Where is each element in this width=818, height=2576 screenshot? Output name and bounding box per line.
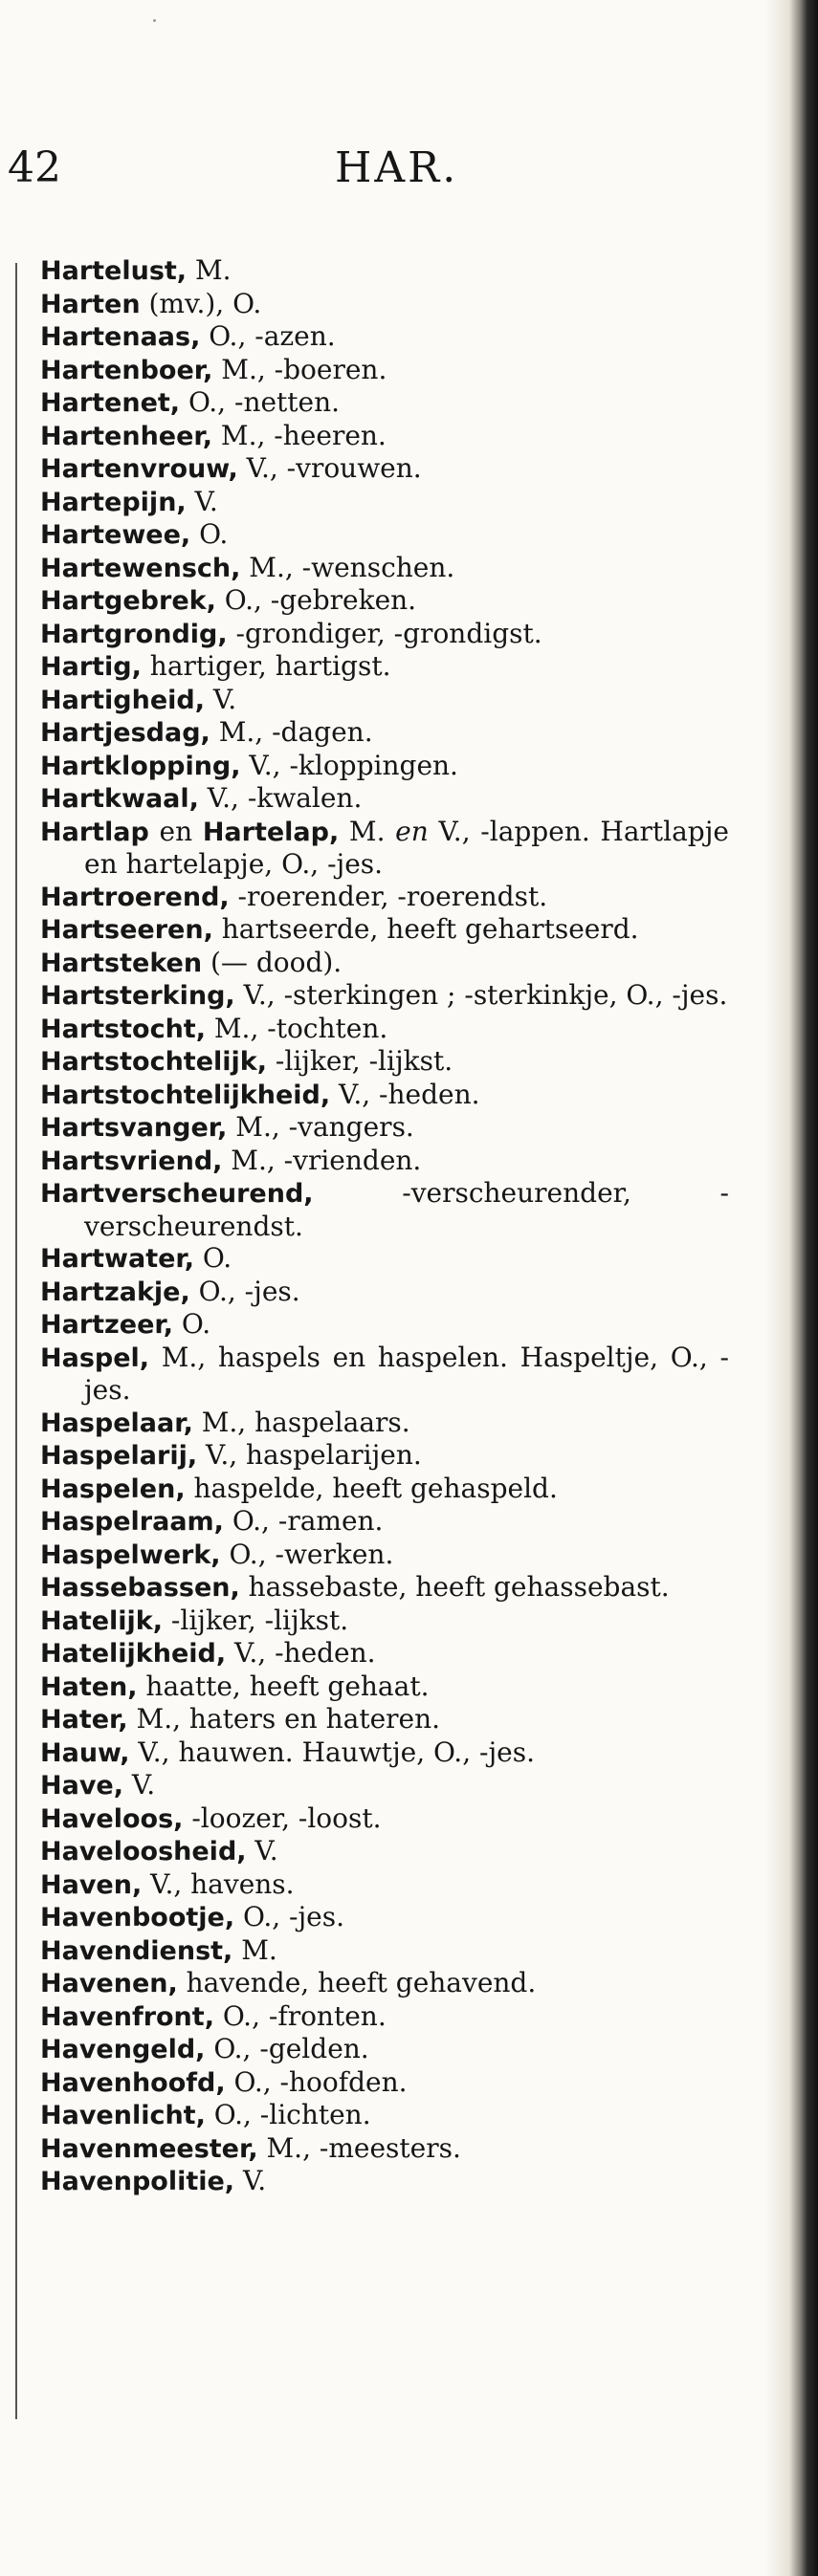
page-number: 42 bbox=[8, 143, 61, 192]
dictionary-entry bbox=[40, 1670, 729, 1704]
dictionary-entry bbox=[40, 2000, 729, 2034]
entry-definition: O., -azen. bbox=[200, 320, 336, 352]
entry-definition: V., -kloppingen. bbox=[240, 749, 458, 781]
dictionary-entry bbox=[40, 816, 729, 881]
entry-definition: V. bbox=[186, 485, 218, 517]
entry-headword: Haveloosheid, bbox=[40, 1837, 247, 1867]
entry-definition: -lijker, -lijkst. bbox=[267, 1045, 453, 1077]
entry-headword: Hartepijn, bbox=[40, 487, 187, 517]
entry-definition: O., -lichten. bbox=[205, 2099, 371, 2130]
entry-definition: V., havens. bbox=[142, 1867, 295, 1900]
entry-definition: V. bbox=[234, 2165, 267, 2196]
dictionary-entry bbox=[40, 1407, 729, 1440]
entry-headword: Hartewensch, bbox=[40, 553, 241, 583]
dictionary-entry bbox=[40, 618, 729, 651]
dictionary-entry bbox=[40, 1111, 729, 1145]
entry-headword: Havenbootje, bbox=[40, 1903, 235, 1932]
dictionary-entry bbox=[40, 1177, 729, 1242]
entry-definition: V. bbox=[246, 1835, 278, 1867]
entry-headword: Hartewee, bbox=[40, 520, 191, 550]
entry-headword: Hartzeer, bbox=[40, 1310, 173, 1340]
entry-definition: V., hauwen. Hauwtje, O., -jes. bbox=[129, 1736, 535, 1768]
entry-definition: M., -vrienden. bbox=[222, 1144, 422, 1176]
page-header bbox=[0, 143, 765, 201]
entry-headword: Hartgrondig, bbox=[40, 619, 228, 649]
entry-definition: M. bbox=[339, 815, 396, 847]
entry-headword: Havenlicht, bbox=[40, 2101, 206, 2130]
dictionary-entry bbox=[40, 1802, 729, 1836]
entry-definition: V. bbox=[123, 1769, 156, 1801]
entry-headword: Hartwater, bbox=[40, 1244, 195, 1274]
entry-definition: -verscheurender, -verscheurendst. bbox=[84, 1177, 729, 1242]
entry-definition: O., -hoofden. bbox=[225, 2065, 408, 2098]
entry-definition: V., -sterkingen ; -sterkinkje, O., -jes. bbox=[234, 979, 728, 1011]
entry-headword: Hartverscheurend, bbox=[40, 1179, 314, 1209]
dictionary-entry bbox=[40, 1901, 729, 1934]
entry-headword: Hatelijkheid, bbox=[40, 1639, 227, 1669]
dictionary-entry bbox=[40, 1308, 729, 1342]
entry-definition: M., -meesters. bbox=[257, 2131, 461, 2164]
paper-speck bbox=[153, 19, 156, 22]
dictionary-entry bbox=[40, 979, 729, 1013]
dictionary-entry bbox=[40, 1934, 729, 1968]
entry-headword: Hartig, bbox=[40, 652, 142, 682]
entry-headword: Harten bbox=[40, 289, 141, 319]
dictionary-entry bbox=[40, 684, 729, 717]
entry-headword: Hauw, bbox=[40, 1737, 130, 1768]
entry-headword: Hartkwaal, bbox=[40, 784, 199, 814]
dictionary-entry bbox=[40, 1539, 729, 1572]
entry-definition: hartiger, hartigst. bbox=[141, 650, 391, 682]
entry-headword: Havenhoofd, bbox=[40, 2067, 226, 2098]
entry-definition: V., -vrouwen. bbox=[237, 452, 422, 484]
entry-headword: Hartjesdag, bbox=[40, 718, 210, 748]
entry-definition: -roerender, -roerendst. bbox=[229, 880, 548, 912]
entry-definition: O. bbox=[194, 1242, 232, 1274]
entry-definition: O., -netten. bbox=[180, 386, 341, 418]
entry-headword: Hartsvriend, bbox=[40, 1146, 223, 1176]
column-rule bbox=[15, 263, 17, 2419]
entry-definition: O., -werken. bbox=[220, 1538, 394, 1570]
dictionary-entry bbox=[40, 2165, 729, 2198]
dictionary-entry bbox=[40, 2033, 729, 2066]
entry-italic-conjunction: en bbox=[395, 815, 429, 847]
entry-headword: Hartenvrouw, bbox=[40, 454, 238, 484]
entry-headword: Hartlap bbox=[40, 817, 149, 847]
dictionary-entry bbox=[40, 1835, 729, 1868]
dictionary-entry bbox=[40, 1342, 729, 1407]
dictionary-entry bbox=[40, 288, 729, 321]
dictionary-entry bbox=[40, 1013, 729, 1046]
dictionary-entry bbox=[40, 716, 729, 750]
dictionary-entry bbox=[40, 584, 729, 618]
dictionary-entry bbox=[40, 1439, 729, 1473]
entry-definition: V., -heden. bbox=[330, 1078, 480, 1110]
dictionary-entry bbox=[40, 650, 729, 684]
entry-headword: Haspelen, bbox=[40, 1474, 186, 1504]
entry-definition: O., -fronten. bbox=[213, 1999, 387, 2032]
dictionary-entry bbox=[40, 386, 729, 420]
dictionary-entry bbox=[40, 518, 729, 552]
entry-definition: O., -jes. bbox=[234, 1901, 345, 1932]
entry-headword: Hartzakje, bbox=[40, 1277, 190, 1307]
entry-definition: O. bbox=[190, 518, 229, 550]
entry-headword: Hartseeren, bbox=[40, 915, 213, 945]
entry-headword: Hartenaas, bbox=[40, 322, 201, 352]
entry-definition: (mv.), O. bbox=[140, 287, 262, 319]
dictionary-entry bbox=[40, 1242, 729, 1276]
entry-definition: M., haters en hateren. bbox=[127, 1703, 441, 1735]
dictionary-entry bbox=[40, 552, 729, 585]
entry-definition: M., -dagen. bbox=[210, 716, 373, 748]
entry-definition: (— dood). bbox=[202, 946, 343, 978]
entry-definition: O. bbox=[172, 1308, 211, 1340]
dictionary-entry bbox=[40, 320, 729, 354]
dictionary-entry bbox=[40, 452, 729, 486]
dictionary-entry bbox=[40, 1769, 729, 1802]
entry-definition-continued: V., -lappen. Hartlapje en hartelapje, O., -jes. bbox=[84, 815, 729, 880]
entry-headword: Hater, bbox=[40, 1705, 128, 1735]
dictionary-entry bbox=[40, 2099, 729, 2132]
entry-definition: havende, heeft gehavend. bbox=[177, 1967, 537, 1998]
dictionary-entry bbox=[40, 1868, 729, 1902]
dictionary-entry bbox=[40, 2132, 729, 2166]
entry-definition: M., -boeren. bbox=[212, 353, 387, 385]
entry-headword: Hartgebrek, bbox=[40, 586, 216, 616]
entry-definition: V. bbox=[205, 683, 237, 715]
entry-definition: -grondiger, -grondigst. bbox=[227, 617, 542, 649]
dictionary-entry bbox=[40, 486, 729, 519]
entry-definition: hartseerde, heeft gehartseerd. bbox=[212, 913, 639, 945]
entry-headword: Hartsteken bbox=[40, 948, 203, 978]
entry-definition: O., -gelden. bbox=[205, 2033, 369, 2064]
dictionary-entry bbox=[40, 1571, 729, 1605]
entry-headword: Hassebassen, bbox=[40, 1573, 240, 1603]
entry-definition: haspelde, heeft gehaspeld. bbox=[185, 1472, 558, 1504]
dictionary-entry bbox=[40, 947, 729, 980]
dictionary-entry bbox=[40, 782, 729, 816]
dictionary-entry bbox=[40, 420, 729, 453]
dictionary-entry bbox=[40, 1637, 729, 1670]
entry-headword: Haspelwerk, bbox=[40, 1539, 221, 1570]
entry-definition: V., haspelarijen. bbox=[197, 1439, 422, 1471]
entry-headword: Haven, bbox=[40, 1869, 143, 1900]
entry-definition: M., -heeren. bbox=[212, 419, 387, 451]
entry-definition: M., haspels en haspelen. Haspeltje, O., -jes. bbox=[84, 1341, 729, 1406]
entry-headword: Hartenheer, bbox=[40, 421, 213, 451]
entry-headword: Hartelust, bbox=[40, 256, 188, 286]
entry-headword: Hartenet, bbox=[40, 388, 181, 418]
entry-headword: Havenen, bbox=[40, 1969, 178, 1998]
entry-headword: Haspelraam, bbox=[40, 1507, 224, 1537]
entry-definition: haatte, heeft gehaat. bbox=[137, 1670, 430, 1702]
running-head: HAR. bbox=[335, 143, 459, 192]
entry-headword: Hartstochtelijkheid, bbox=[40, 1080, 331, 1110]
dictionary-entry bbox=[40, 1736, 729, 1770]
entry-headword: Have, bbox=[40, 1771, 123, 1801]
dictionary-entry bbox=[40, 1145, 729, 1178]
entry-headword: Haten, bbox=[40, 1671, 138, 1702]
entry-headword: Havenmeester, bbox=[40, 2133, 258, 2164]
entry-headword: Havenpolitie, bbox=[40, 2167, 235, 2196]
entry-definition: -lijker, -lijkst. bbox=[163, 1604, 349, 1636]
entry-headword: Hartstochtelijk, bbox=[40, 1047, 267, 1077]
entry-definition: O., -ramen. bbox=[223, 1505, 384, 1537]
entry-headword: Haspelaar, bbox=[40, 1408, 193, 1438]
entry-definition: O., -gebreken. bbox=[215, 584, 417, 616]
entry-headword: Haspel, bbox=[40, 1343, 150, 1373]
dictionary-entry bbox=[40, 750, 729, 783]
dictionary-entry bbox=[40, 1505, 729, 1539]
dictionary-entry bbox=[40, 1703, 729, 1736]
dictionary-entry bbox=[40, 1967, 729, 2000]
entry-headword: Havengeld, bbox=[40, 2035, 206, 2064]
dictionary-entry bbox=[40, 354, 729, 387]
dictionary-entry bbox=[40, 1276, 729, 1309]
entry-headword: Havenfront, bbox=[40, 2001, 214, 2032]
entry-headword: Hartsterking, bbox=[40, 981, 235, 1011]
dictionary-entry bbox=[40, 1605, 729, 1638]
entry-conjunction: en bbox=[148, 815, 203, 847]
entry-headword: Hartklopping, bbox=[40, 751, 241, 781]
dictionary-entry bbox=[40, 1079, 729, 1112]
entry-definition: M., haspelaars. bbox=[192, 1406, 410, 1438]
entry-definition: O., -jes. bbox=[189, 1275, 300, 1307]
dictionary-entry bbox=[40, 2066, 729, 2100]
entry-headword: Hartroerend, bbox=[40, 882, 230, 912]
entry-definition: M. bbox=[187, 254, 232, 286]
entry-headword: Haveloos, bbox=[40, 1803, 184, 1834]
entry-list bbox=[40, 254, 729, 2198]
page-binding-shadow bbox=[765, 0, 818, 2576]
dictionary-entry bbox=[40, 881, 729, 914]
entry-headword: Hartigheid, bbox=[40, 685, 205, 715]
entry-definition: M., -tochten. bbox=[205, 1012, 388, 1044]
entry-headword-variant: Hartelap, bbox=[202, 817, 340, 847]
entry-headword: Hartsvanger, bbox=[40, 1113, 228, 1143]
entry-definition: M., -wenschen. bbox=[240, 551, 455, 583]
entry-definition: V., -kwalen. bbox=[198, 782, 363, 814]
dictionary-entry bbox=[40, 1045, 729, 1079]
entry-headword: Haspelarij, bbox=[40, 1441, 198, 1471]
entry-definition: hassebaste, heeft gehassebast. bbox=[239, 1571, 670, 1603]
entry-definition: M., -vangers. bbox=[227, 1111, 414, 1143]
entry-headword: Hartenboer, bbox=[40, 355, 213, 385]
entry-definition: V., -heden. bbox=[226, 1637, 376, 1669]
entry-definition: -loozer, -loost. bbox=[183, 1801, 382, 1834]
dictionary-entry bbox=[40, 913, 729, 947]
entry-headword: Hartstocht, bbox=[40, 1014, 206, 1044]
dictionary-entry bbox=[40, 254, 729, 288]
entry-definition: M. bbox=[232, 1933, 277, 1966]
dictionary-entry bbox=[40, 1473, 729, 1506]
entry-headword: Hatelijk, bbox=[40, 1605, 164, 1636]
entry-headword: Havendienst, bbox=[40, 1935, 233, 1966]
